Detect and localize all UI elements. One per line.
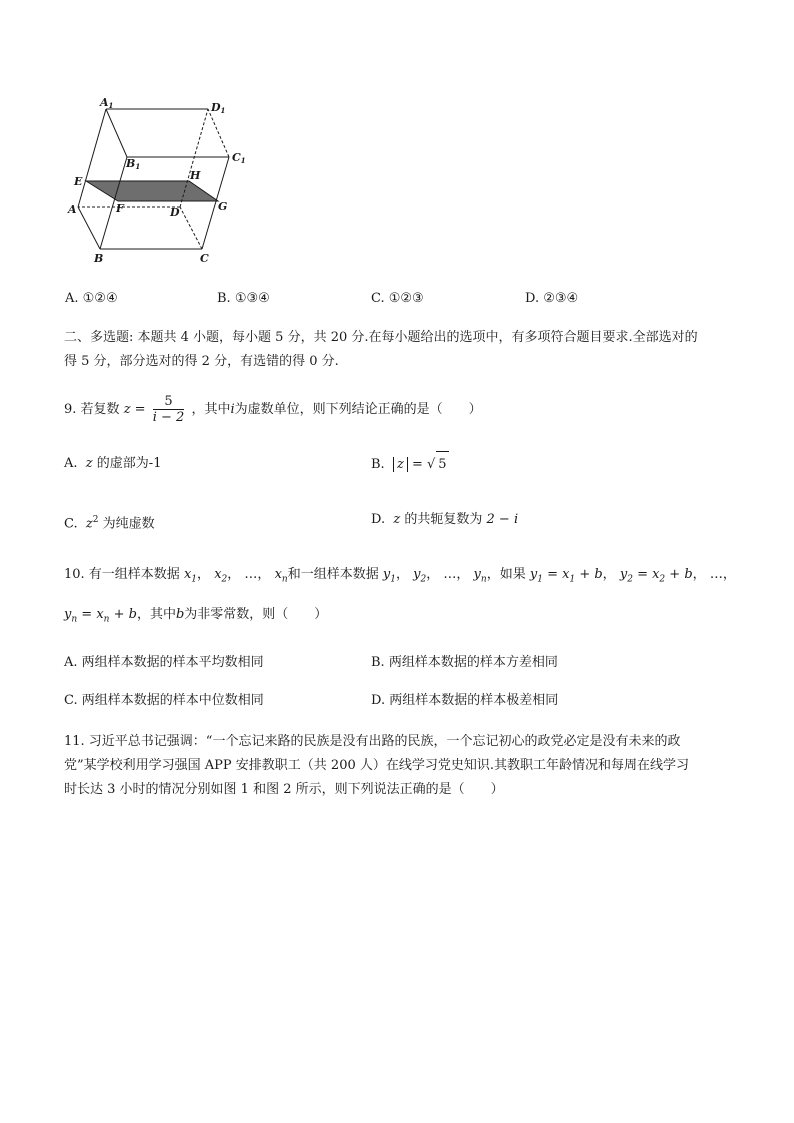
q9-option-d-z: z bbox=[393, 512, 401, 527]
q10-x1: $x_1$ bbox=[183, 567, 198, 585]
q10-sep4: ， bbox=[426, 567, 440, 582]
q10-eq-1: $y_1 = x_1 + b$ bbox=[529, 567, 603, 585]
section2-line1: 二、多选题: 本题共 4 小题，每小题 5 分，共 20 分.在每小题给出的选项中，有多项符合题目要求.全部选对的 bbox=[64, 330, 698, 345]
q10-prefix: 10. 有一组样本数据 bbox=[64, 567, 180, 582]
label-H: H bbox=[190, 169, 201, 182]
q9-option-d-text: 的共轭复数为 bbox=[404, 512, 483, 527]
q10-sep3: ， bbox=[395, 567, 409, 582]
q9-fraction bbox=[153, 394, 185, 425]
q9-option-b-absz: z bbox=[393, 457, 408, 472]
edge-C1D1 bbox=[208, 109, 229, 157]
q10-x2: $x_2$ bbox=[214, 567, 228, 585]
q10-b: b bbox=[175, 607, 185, 622]
q10-option-a: A. 两组样本数据的样本平均数相同 bbox=[64, 655, 264, 670]
q10-and-text: 和一组样本数据 bbox=[287, 567, 379, 582]
q9-z-eq: z = bbox=[123, 402, 146, 417]
label-F: F bbox=[116, 202, 124, 215]
q8-option-c: C. ①②③ bbox=[371, 291, 424, 306]
section2-line2: 得 5 分，部分选对的得 2 分，有选错的得 0 分. bbox=[64, 354, 339, 369]
q9-option-b-label: B. bbox=[371, 457, 385, 472]
q11-line2: 党”某学校利用学习强国 APP 安排教职工（共 200 人）在线学习党史知识.其教职工年龄情况和每周在线学习 bbox=[64, 758, 690, 773]
q9-option-c-sup: 2 bbox=[92, 515, 99, 525]
label-C: C bbox=[200, 252, 209, 265]
label-C1: C1 bbox=[232, 151, 246, 165]
q9-option-d-label: D. bbox=[371, 512, 386, 527]
q8-option-a: A. ①②④ bbox=[65, 291, 118, 306]
label-D1: D1 bbox=[211, 101, 226, 115]
q9-option-d-val: 2 − i bbox=[486, 512, 519, 527]
q10-eq-n: $y_n = x_n + b$ bbox=[64, 607, 137, 625]
edge-A1B1 bbox=[106, 109, 127, 157]
q10-dots3: …， bbox=[709, 567, 736, 582]
label-E: E bbox=[74, 175, 83, 188]
q9-option-a-text: 的虚部为-1 bbox=[96, 456, 162, 471]
q9-option-c-label: C. bbox=[64, 516, 78, 532]
q10-y1: $y_1$ bbox=[382, 567, 396, 585]
edge-AA1 bbox=[78, 109, 106, 207]
q9-frac-den: i − 2 bbox=[152, 410, 185, 425]
q10-option-d: D. 两组样本数据的样本极差相同 bbox=[371, 693, 559, 708]
q8-options bbox=[65, 291, 745, 311]
q9-option-c bbox=[64, 507, 155, 533]
q10-option-b: B. 两组样本数据的样本方差相同 bbox=[371, 655, 558, 670]
q9-suffix: ，其中 bbox=[191, 402, 231, 417]
q10-dots2: …， bbox=[443, 567, 470, 582]
q8-option-b: B. ①③④ bbox=[217, 291, 270, 306]
q10-stem-line1 bbox=[64, 562, 736, 588]
q9-prefix: 9. 若复数 bbox=[64, 402, 120, 417]
label-B: B bbox=[94, 252, 104, 265]
q10-yn: $y_n$ bbox=[473, 567, 487, 585]
label-B1: B1 bbox=[126, 157, 141, 171]
shaded-section bbox=[86, 181, 218, 201]
q9-option-b-sqrt: √ 5 bbox=[427, 457, 449, 472]
q9-option-a-label: A. bbox=[64, 456, 78, 471]
label-G: G bbox=[218, 200, 228, 213]
q9-option-b bbox=[371, 451, 449, 477]
edge-CD bbox=[180, 207, 202, 249]
q10-line2-suffix: ，其中 bbox=[136, 607, 176, 622]
q9-i: i bbox=[230, 402, 235, 417]
label-A: A bbox=[68, 203, 77, 216]
label-A1: A1 bbox=[100, 96, 114, 110]
q9-frac-num: 5 bbox=[153, 394, 185, 410]
q9-option-b-radicand: 5 bbox=[436, 451, 448, 478]
q9-suffix2: 为虚数单位，则下列结论正确的是（ ） bbox=[234, 402, 482, 417]
q9-stem bbox=[64, 394, 482, 426]
q9-option-a-z: z bbox=[85, 456, 93, 471]
q10-sep5: ， bbox=[602, 567, 616, 582]
q10-sep1: ， bbox=[197, 567, 211, 582]
q10-option-c: C. 两组样本数据的样本中位数相同 bbox=[64, 693, 264, 708]
q9-option-b-eq: = bbox=[411, 457, 423, 472]
q10-dots1: …， bbox=[244, 567, 271, 582]
q10-if-text: ，如果 bbox=[486, 567, 526, 582]
q10-sep2: ， bbox=[227, 567, 241, 582]
parallelepiped-figure bbox=[62, 95, 262, 270]
q9-option-a bbox=[64, 451, 161, 477]
section2-heading bbox=[64, 326, 744, 374]
label-D: D bbox=[170, 206, 180, 219]
q10-eq-2: $y_2 = x_2 + b$ bbox=[619, 567, 693, 585]
q9-option-c-z: z bbox=[85, 516, 93, 532]
q10-stem-line2 bbox=[64, 602, 327, 628]
edge-AB bbox=[78, 207, 100, 249]
q11-stem bbox=[64, 730, 744, 802]
q9-option-d bbox=[371, 507, 518, 533]
q11-line1: 11. 习近平总书记强调：“一个忘记来路的民族是没有出路的民族，一个忘记初心的政党必定是没有未来的政 bbox=[64, 734, 681, 749]
q10-xn: $x_n$ bbox=[274, 567, 288, 585]
q10-sep6: ， bbox=[692, 567, 706, 582]
q9-option-c-text: 为纯虚数 bbox=[102, 516, 155, 532]
q10-y2: $y_2$ bbox=[413, 567, 427, 585]
q10-line2-suffix2: 为非零常数，则（ ） bbox=[184, 607, 328, 622]
q8-option-d: D. ②③④ bbox=[525, 291, 579, 306]
q11-line3: 时长达 3 小时的情况分别如图 1 和图 2 所示，则下列说法正确的是（ ） bbox=[64, 782, 504, 797]
